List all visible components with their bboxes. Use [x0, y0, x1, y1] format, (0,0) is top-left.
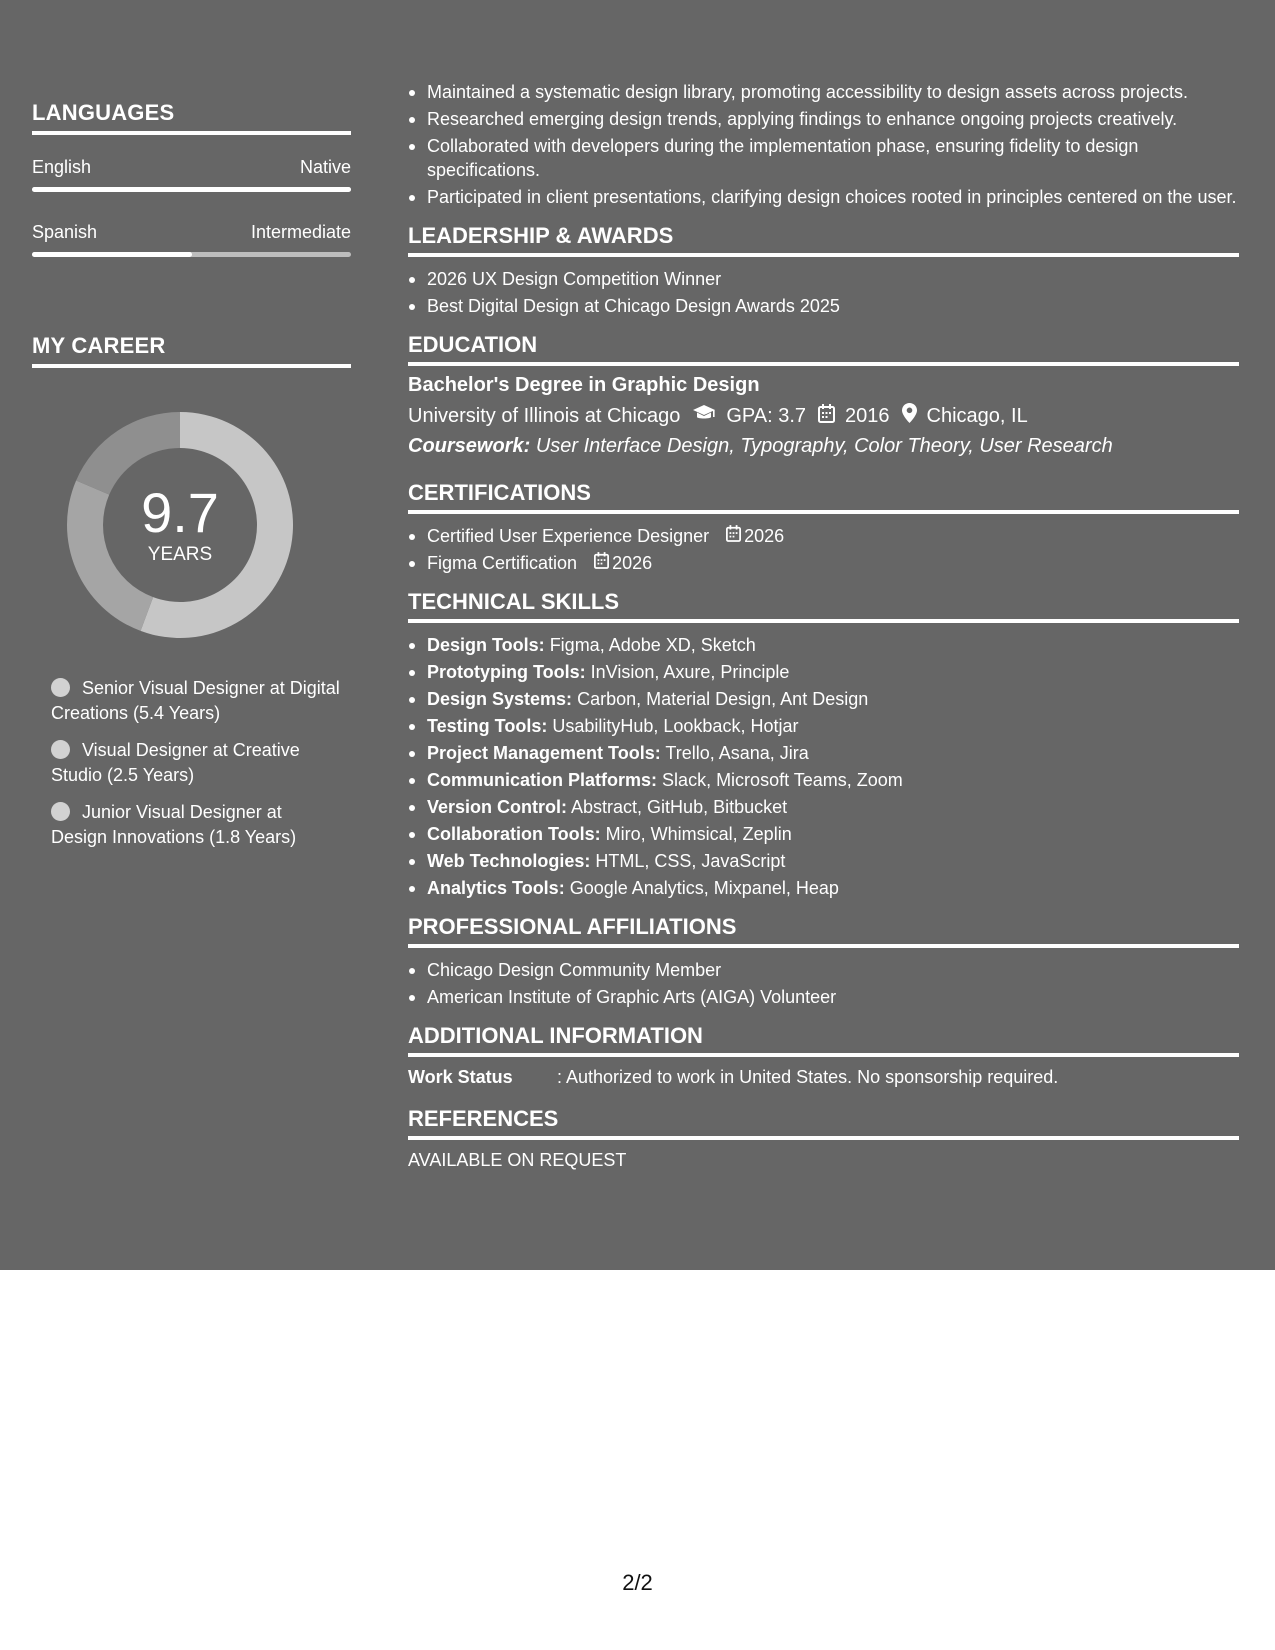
- languages-heading: LANGUAGES: [32, 100, 351, 135]
- work-status-label: Work Status: [408, 1067, 513, 1087]
- skill-values: Carbon, Material Design, Ant Design: [577, 689, 869, 709]
- affiliation-item: Chicago Design Community Member: [408, 958, 1239, 982]
- coursework-list: User Interface Design, Typography, Color Theory, User Research: [535, 435, 1113, 457]
- career-legend: [51, 676, 341, 850]
- career-donut-chart: [67, 412, 293, 638]
- skill-category: Prototyping Tools:: [427, 662, 586, 682]
- career-item: [51, 738, 341, 788]
- leadership-list: [408, 267, 1239, 318]
- certifications-list: [408, 524, 1239, 575]
- skill-item: [408, 768, 1239, 792]
- calendar-icon: [818, 404, 835, 429]
- certification-year: 2026: [612, 553, 653, 573]
- location-pin-icon: [902, 403, 917, 429]
- language-bar-fill: [32, 187, 351, 192]
- skill-category: Collaboration Tools:: [427, 824, 601, 844]
- experience-bullet: Maintained a systematic design library, promoting accessibility to design assets across projects.: [408, 80, 1239, 104]
- award-item: Best Digital Design at Chicago Design Awards 2025: [408, 294, 1239, 318]
- skill-values: InVision, Axure, Principle: [590, 662, 790, 682]
- skill-category: Analytics Tools:: [427, 878, 565, 898]
- skill-category: Version Control:: [427, 797, 568, 817]
- language-name: Spanish: [32, 222, 98, 242]
- skill-values: Trello, Asana, Jira: [665, 743, 809, 763]
- calendar-icon: [594, 551, 609, 575]
- language-bar-fill: [32, 252, 192, 257]
- skill-category: Web Technologies:: [427, 851, 591, 871]
- affiliations-list: [408, 958, 1239, 1009]
- skill-item: [408, 660, 1239, 684]
- language-level: Native: [299, 157, 351, 177]
- career-item: [51, 800, 341, 850]
- skill-item: [408, 849, 1239, 873]
- skill-category: Communication Platforms:: [427, 770, 658, 790]
- graduation-cap-icon: [692, 404, 716, 428]
- skill-values: Google Analytics, Mixpanel, Heap: [569, 878, 839, 898]
- work-status-value: : Authorized to work in United States. No sponsorship required.: [557, 1067, 1059, 1087]
- skill-values: Miro, Whimsical, Zeplin: [605, 824, 792, 844]
- education-gpa: GPA: 3.7: [726, 404, 807, 427]
- education-school: University of Illinois at Chicago: [408, 404, 681, 427]
- additional-info-heading: ADDITIONAL INFORMATION: [408, 1023, 1239, 1057]
- legend-dot-icon: [51, 678, 70, 697]
- sidebar: [32, 100, 351, 862]
- work-status-row: [408, 1067, 1239, 1088]
- experience-bullets: [408, 80, 1239, 209]
- skill-item: [408, 741, 1239, 765]
- career-total-years: 9.7: [141, 481, 219, 544]
- education-heading: EDUCATION: [408, 332, 1239, 366]
- skill-item: [408, 795, 1239, 819]
- education-coursework: [408, 435, 1239, 458]
- education-details: [408, 403, 1239, 429]
- legend-dot-icon: [51, 740, 70, 759]
- skill-item: [408, 822, 1239, 846]
- legend-dot-icon: [51, 802, 70, 821]
- skills-list: [408, 633, 1239, 900]
- skill-category: Testing Tools:: [427, 716, 548, 736]
- references-text: AVAILABLE ON REQUEST: [408, 1150, 627, 1170]
- experience-bullet: Participated in client presentations, clarifying design choices rooted in principles centered on the user.: [408, 185, 1239, 209]
- certification-year: 2026: [744, 526, 785, 546]
- skills-heading: TECHNICAL SKILLS: [408, 589, 1239, 623]
- skill-category: Design Systems:: [427, 689, 573, 709]
- skill-item: [408, 714, 1239, 738]
- certification-name: Figma Certification: [427, 553, 578, 573]
- career-item-text: Junior Visual Designer at Design Innovations (1.8 Years): [51, 802, 297, 847]
- affiliation-item: American Institute of Graphic Arts (AIGA) Volunteer: [408, 985, 1239, 1009]
- language-row-english: [32, 157, 351, 178]
- coursework-label: Coursework:: [408, 435, 531, 457]
- career-item: [51, 676, 341, 726]
- skill-values: UsabilityHub, Lookback, Hotjar: [552, 716, 799, 736]
- language-row-spanish: [32, 222, 351, 243]
- career-item-text: Senior Visual Designer at Digital Creations (5.4 Years): [51, 678, 340, 723]
- skill-values: Slack, Microsoft Teams, Zoom: [662, 770, 903, 790]
- certification-date: [726, 524, 784, 548]
- career-item-text: Visual Designer at Creative Studio (2.5 Years): [51, 740, 300, 785]
- skill-values: HTML, CSS, JavaScript: [595, 851, 786, 871]
- page-number: 2/2: [622, 1570, 653, 1595]
- skill-values: Abstract, GitHub, Bitbucket: [571, 797, 788, 817]
- skill-item: [408, 687, 1239, 711]
- affiliations-heading: PROFESSIONAL AFFILIATIONS: [408, 914, 1239, 948]
- language-name: English: [32, 157, 92, 177]
- leadership-heading: LEADERSHIP & AWARDS: [408, 223, 1239, 257]
- skill-item: [408, 876, 1239, 900]
- education-year: 2016: [845, 404, 890, 427]
- language-level: Intermediate: [250, 222, 351, 242]
- donut-center: [67, 412, 293, 638]
- certification-item: [408, 524, 1239, 548]
- language-bar-spanish: [32, 252, 351, 257]
- career-heading: MY CAREER: [32, 333, 351, 368]
- certifications-heading: CERTIFICATIONS: [408, 480, 1239, 514]
- skill-item: [408, 633, 1239, 657]
- certification-date: [594, 551, 652, 575]
- skill-category: Project Management Tools:: [427, 743, 661, 763]
- main-column: [408, 80, 1239, 1171]
- references-heading: REFERENCES: [408, 1106, 1239, 1140]
- skill-category: Design Tools:: [427, 635, 545, 655]
- certification-item: [408, 551, 1239, 575]
- education-location: Chicago, IL: [926, 404, 1028, 427]
- award-item: 2026 UX Design Competition Winner: [408, 267, 1239, 291]
- certification-name: Certified User Experience Designer: [427, 526, 710, 546]
- calendar-icon: [726, 524, 741, 548]
- experience-bullet: Researched emerging design trends, applying findings to enhance ongoing projects creatively.: [408, 107, 1239, 131]
- language-bar-english: [32, 187, 351, 192]
- experience-bullet: Collaborated with developers during the implementation phase, ensuring fidelity to design specifications.: [408, 134, 1239, 182]
- career-years-unit: YEARS: [147, 544, 213, 565]
- skill-values: Figma, Adobe XD, Sketch: [549, 635, 756, 655]
- education-degree: Bachelor's Degree in Graphic Design: [408, 374, 760, 396]
